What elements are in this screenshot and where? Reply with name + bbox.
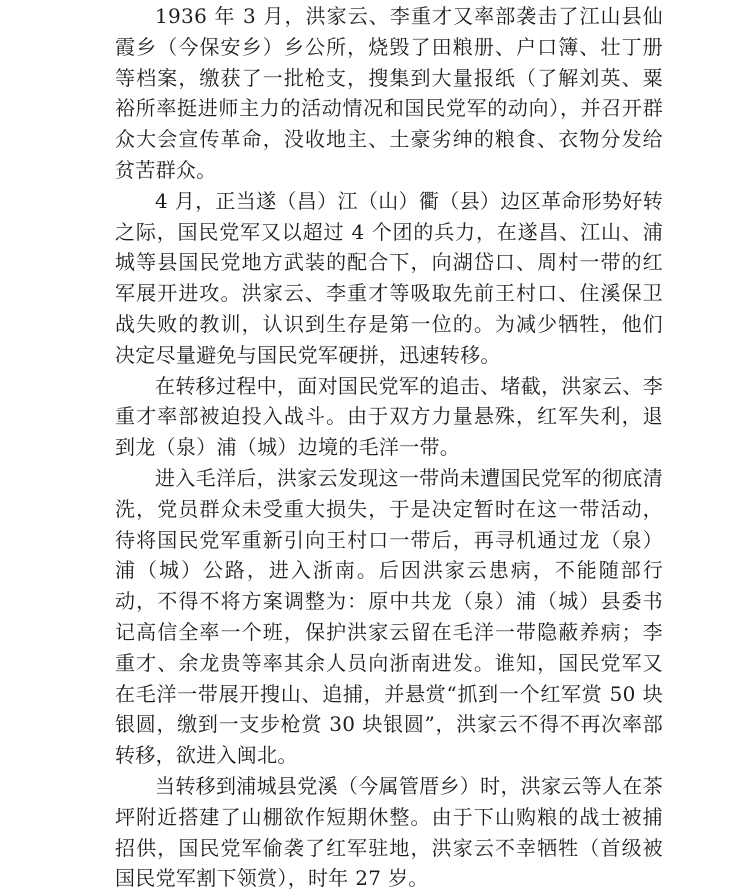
- paragraph-2: 4 月，正当遂（昌）江（山）衢（县）边区革命形势好转之际，国民党军又以超过 4 个团的兵力，在遂昌、江山、浦城等县国民党地方武装的配合下，向湖岱口、周村一带的红军展开进攻。洪家云、李重才等吸取先前王村口、住溪保卫战失败的教训，认识到生存是第一位的。为减少牺牲，他们决定尽量避免与国民党军硬拼，迅速转移。: [115, 188, 663, 367]
- paragraph-4: 进入毛洋后，洪家云发现这一带尚未遭国民党军的彻底清洗，党员群众未受重大损失，于是决定暂时在这一带活动，待将国民党军重新引向王村口一带后，再寻机通过龙（泉）浦（城）公路，进入浙南。后因洪家云患病，不能随部行动，不得不将方案调整为：原中共龙（泉）浦（城）县委书记高信全率一个班，保护洪家云留在毛洋一带隐蔽养病；李重才、余龙贵等率其余人员向浙南进发。谁知，国民党军又在毛洋一带展开搜山、追捕，并悬赏“抓到一个红军赏 50 块银圆，缴到一支步枪赏 30 块银圆”，洪家云不得不再次率部转移，欲进入闽北。: [115, 465, 663, 768]
- paragraph-3: 在转移过程中，面对国民党军的追击、堵截，洪家云、李重才率部被迫投入战斗。由于双方力量悬殊，红军失利，退到龙（泉）浦（城）边境的毛洋一带。: [115, 373, 663, 460]
- body-text: [115, 0, 663, 894]
- paragraph-1: 1936 年 3 月，洪家云、李重才又率部袭击了江山县仙霞乡（今保安乡）乡公所，烧毁了田粮册、户口簿、壮丁册等档案，缴获了一批枪支，搜集到大量报纸（了解刘英、粟裕所率挺进师主力的活动情况和国民党军的动向），并召开群众大会宣传革命，没收地主、土豪劣绅的粮食、衣物分发给贫苦群众。: [115, 4, 663, 182]
- paragraph-5: 当转移到浦城县党溪（今属管厝乡）时，洪家云等人在茶坪附近搭建了山棚欲作短期休整。由于下山购粮的战士被捕招供，国民党军偷袭了红军驻地，洪家云不幸牺牲（首级被国民党军割下领赏），时年 27 岁。: [115, 773, 663, 891]
